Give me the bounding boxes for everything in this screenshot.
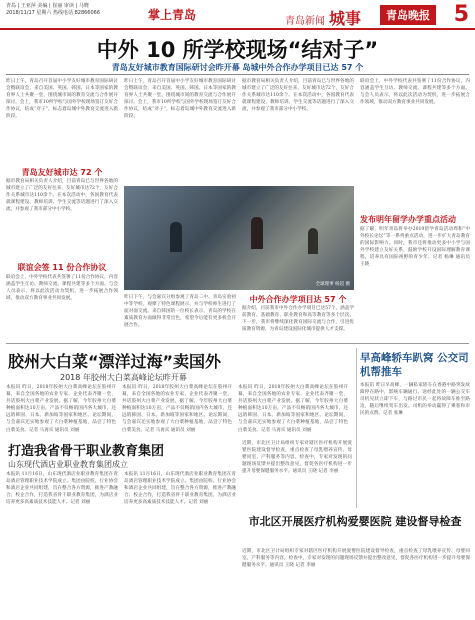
masthead-meta — [6, 3, 100, 17]
newspaper-brand: 青岛晚报 — [380, 5, 436, 25]
bus-body: 本报讯 昨日早高峰，一辆私家轿车在香港中路突发故障停在路中，影响车辆通行。途经此处的一辆公交车司机见状立即下车，与路过市民一起将故障车推至路边，随后继续驾车出发。司机的举动赢得了乘客和市民的点赞。记者 张琳 — [360, 383, 470, 417]
main-body-col3b: 据介绍，目前我市中外合作办学项目已达57个，涵盖学前教育、基础教育、职业教育和高等教育等多个层次。下一步，我市将继续深化教育国际交流与合作，引进优质教育资源，为青岛建设国际化城市提供人才支撑。 — [242, 306, 354, 333]
main-body-col3: 据市教育局相关负责人介绍，目前青岛已与世界各地的城市建立了广泛的友好往来，友好城市达72个，友好合作关系城市达110余个。在本次活动中，各国教育代表就课程建设、教师培训、学生交流等话题进行了深入交流，并参观了我市部分中小学校。 — [242, 79, 354, 113]
right-head: 发布明年留学办学重点活动 — [360, 215, 456, 224]
main-sub3: 中外合作办学项目达 57 个 — [249, 295, 347, 304]
page-number: 5 — [453, 2, 469, 27]
training-body-col1: 本报讯 11月16日，山东现代酒店业职业教育集团在青岛酒店管理职业技术学院成立。集团由院校、行业协会和酒店企业共同组建，旨在整合各方资源，推进产教融合、校企合作，打造我省骨干职业教育集团，为酒店业培养更多高素质技术技能人才。记者 刘丽 — [6, 472, 118, 506]
main-subhead: 青岛友好城市教育国际研讨会昨开幕 岛城中外合作办学项目已达 57 个 — [111, 63, 364, 72]
section-divider — [6, 343, 469, 344]
training-body-col2: 本报讯 11月16日，山东现代酒店业职业教育集团在青岛酒店管理职业技术学院成立。集团由院校、行业协会和酒店企业共同组建，旨在整合各方资源，推进产教融合、校企合作，打造我省骨干职业教育集团，为酒店业培养更多高素质技术技能人才。记者 刘丽 — [124, 472, 236, 506]
masthead-meta-line2: 2018/11/17 星期六 热线电话 82866066 — [6, 10, 101, 16]
main-body-col2: 昨日上午，青岛召开首届中小学友好城市教育国际研讨会暨联谊会，来自美国、英国、韩国、日本等国家的教育界人士共聚一堂，围绕城市间的教育交流与合作展开探讨。会上，我市10所学校与国外学校现场签订友好合作协议，结成“对子”，标志着岛城中外教育交流进入新阶段。 — [124, 79, 236, 120]
main-body-col1b: 据市教育局相关负责人介绍，目前青岛已与世界各地的城市建立了广泛的友好往来，友好城市达72个，友好合作关系城市达110余个。在本次活动中，各国教育代表就课程建设、教师培训、学生交流等话题进行了深入交流，并参观了我市部分中小学校。 — [6, 179, 118, 213]
masthead-meta-line1: 青岛 | 王亚萍 美编 | 崔丽 审读 | 马晓 — [6, 3, 89, 9]
main-photo-caption: 全球理事 杨超 摄 — [315, 282, 350, 287]
baicai-subhead: 2018 年胶州大白菜高峰论坛昨开幕 — [60, 373, 187, 382]
baicai-body-col2: 本报讯 昨日，2018年胶州大白菜高峰论坛在胶州开幕，来自全国各地的农业专家、企业代表齐聚一堂，共话胶州大白菜产业发展。据了解，今年胶州大白菜种植面积达10万亩，产品不仅畅销国内各大城市，还远销韩国、日本、新加坡等国家和地区。论坛期间，与会嘉宾还实地参观了大白菜种植基地，品尝了特色白菜美食。记者 马再宾 通讯员 刘丽 — [122, 385, 232, 433]
bus-headline: 早高峰轿车趴窝 公交司机帮推车 — [360, 352, 469, 378]
training-subhead: 山东现代酒店业职业教育集团成立 — [8, 460, 128, 469]
baicai-headline: 胶州大白菜“漂洋过海”卖国外 — [8, 352, 222, 371]
masthead — [0, 0, 475, 30]
baicai-body-col3: 本报讯 昨日，2018年胶州大白菜高峰论坛在胶州开幕，来自全国各地的农业专家、企业代表齐聚一堂，共话胶州大白菜产业发展。据了解，今年胶州大白菜种植面积达10万亩，产品不仅畅销国内各大城市，还远销韩国、日本、新加坡等国家和地区。论坛期间，与会嘉宾还实地参观了大白菜种植基地，品尝了特色白菜美食。记者 马再宾 通讯员 刘丽 — [238, 385, 348, 433]
main-sub2: 联谊会签 11 份合作协议 — [17, 263, 107, 272]
main-headline: 中外 10 所学校现场“结对子” — [96, 38, 379, 62]
main-body-col4: 联谊会上，中外学校代表共签署了11份合作协议，内容涵盖学生互访、教师交流、课程共建等多个方面。与会人员表示，将以此次活动为契机，进一步拓展合作领域，推动双方教育事业共同发展。 — [360, 79, 470, 106]
cleanup-headline: 市北区开展医疗机构爱婴医院 建设督导检查 — [248, 515, 462, 528]
cleanup-body: 近期，市北区卫计局组织专家对辖区医疗机构开展爱婴医院建设督导检查，重点检查了母乳喂养宣传、母婴同室、产科服务等内容。检查中，专家对发现的问题现场反馈并提出整改意见，督促各医疗机构进一步提升母婴保健服务水平。通讯员 王晓 记者 李丽 — [242, 549, 470, 569]
app-logo: 掌上青岛 — [148, 8, 197, 22]
section-label — [285, 6, 361, 29]
section-title: 城事 — [329, 9, 362, 28]
right-body: 据了解，明年青岛将举办2019留学青岛活动周和“中外校长论坛”等一系列重点活动，进一步扩大青岛教育的国际影响力。同时，我市还将推动更多中小学与国外学校建立友好关系，鼓励学校开设国际理解教育课程，培养具有国际视野的青少年。记者 杨琳 通讯员 王晓 — [360, 227, 470, 268]
section-name: 青岛新闻 — [285, 16, 325, 27]
main-body-col2b: 昨日下午，与会嘉宾分组参观了青岛二中、青岛实验初中等学校，观摩了特色课程展示，并与学校师生进行了面对面交流。来自韩国的一位校长表示，青岛的学校在素质教育方面做得非常出色，希望今后能有更多机会开展合作。 — [124, 295, 236, 329]
training-headline: 打造我省骨干职业教育集团 — [8, 444, 165, 459]
main-body-col1a: 昨日上午，青岛召开首届中小学友好城市教育国际研讨会暨联谊会，来自美国、英国、韩国、日本等国家的教育界人士共聚一堂，围绕城市间的教育交流与合作展开探讨。会上，我市10所学校与国外学校现场签订友好合作协议，结成“对子”，标志着岛城中外教育交流进入新阶段。 — [6, 79, 118, 120]
main-body-col1c: 联谊会上，中外学校代表共签署了11份合作协议，内容涵盖学生互访、教师交流、课程共建等多个方面。与会人员表示，将以此次活动为契机，进一步拓展合作领域，推动双方教育事业共同发展。 — [6, 275, 118, 302]
baicai-body-col1: 本报讯 昨日，2018年胶州大白菜高峰论坛在胶州开幕，来自全国各地的农业专家、企业代表齐聚一堂，共话胶州大白菜产业发展。据了解，今年胶州大白菜种植面积达10万亩，产品不仅畅销国内各大城市，还远销韩国、日本、新加坡等国家和地区。论坛期间，与会嘉宾还实地参观了大白菜种植基地，品尝了特色白菜美食。记者 马再宾 通讯员 刘丽 — [6, 385, 116, 433]
main-sub1: 青岛友好城市达 72 个 — [21, 168, 103, 177]
right-vertical-rule — [356, 348, 357, 508]
divider — [6, 74, 469, 75]
main-photo — [124, 186, 354, 290]
cleanup-body-top: 近期，市北区卫计局组织专家对辖区医疗机构开展爱婴医院建设督导检查，重点检查了母乳喂养宣传、母婴同室、产科服务等内容。检查中，专家对发现的问题现场反馈并提出整改意见，督促各医疗机构进一步提升母婴保健服务水平。通讯员 王晓 记者 李丽 — [242, 441, 352, 475]
